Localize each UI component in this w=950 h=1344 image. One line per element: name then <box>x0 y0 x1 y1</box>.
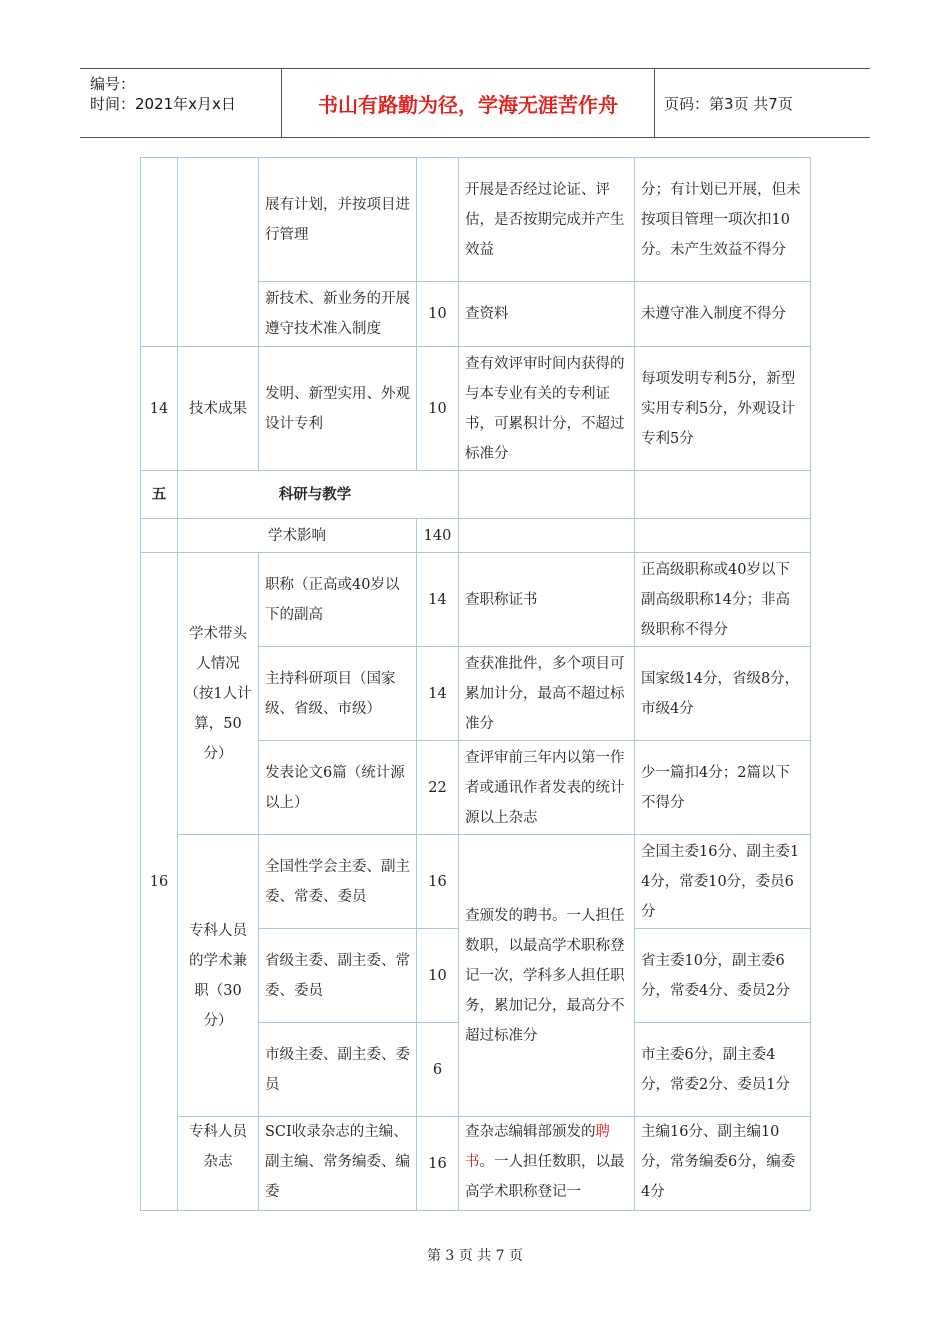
no-cell <box>141 519 178 553</box>
method-cell: 查职称证书 <box>459 553 635 647</box>
section-no: 五 <box>141 471 178 519</box>
method-cell: 查评审前三年内以第一作者或通讯作者发表的统计源以上杂志 <box>459 741 635 835</box>
score-cell: 16 <box>417 1117 459 1211</box>
category-cell: 专科人员杂志 <box>178 1117 259 1211</box>
header-motto-cell <box>282 69 655 137</box>
table-row <box>141 158 811 282</box>
rule-cell: 未遵守准入制度不得分 <box>635 282 811 347</box>
method-text-post: 。一人担任数职，以最高学术职称登记一 <box>465 1154 625 1200</box>
section-row <box>141 471 811 519</box>
score-cell: 10 <box>417 282 459 347</box>
rule-cell: 每项发明专利5分，新型实用专利5分，外观设计专利5分 <box>635 347 811 471</box>
method-cell <box>459 471 635 519</box>
method-text-pre: 查杂志编辑部颁发的 <box>465 1124 596 1140</box>
code-label: 编号： <box>90 75 136 93</box>
rule-cell: 分；有计划已开展，但未按项目管理一项次扣10分。未产生效益不得分 <box>635 158 811 282</box>
item-cell: 新技术、新业务的开展遵守技术准入制度 <box>259 282 417 347</box>
category-cell: 专科人员的学术兼职（30分） <box>178 835 259 1117</box>
score-cell: 16 <box>417 835 459 929</box>
method-cell: 开展是否经过论证、评估，是否按期完成并产生效益 <box>459 158 635 282</box>
method-cell: 查获准批件，多个项目可累加计分，最高不超过标准分 <box>459 647 635 741</box>
table-row <box>141 553 811 647</box>
item-cell: 全国性学会主委、副主委、常委、委员 <box>259 835 417 929</box>
category-cell: 技术成果 <box>178 347 259 471</box>
item-cell: 职称（正高或40岁以下的副高 <box>259 553 417 647</box>
rule-cell: 国家级14分，省级8分，市级4分 <box>635 647 811 741</box>
subsection-row <box>141 519 811 553</box>
no-cell <box>141 158 178 347</box>
method-cell: 查颁发的聘书。一人担任数职，以最高学术职称登记一次，学科多人担任职务，累加记分，最高分不超过标准分 <box>459 835 635 1117</box>
motto: 书山有路勤为径，学海无涯苦作舟 <box>318 92 618 117</box>
score-cell <box>417 158 459 282</box>
score-cell: 22 <box>417 741 459 835</box>
item-cell: 省级主委、副主委、常委、委员 <box>259 929 417 1023</box>
rule-cell: 市主委6分，副主委4分，常委2分、委员1分 <box>635 1023 811 1117</box>
score-cell: 6 <box>417 1023 459 1117</box>
item-cell: 发表论文6篇（统计源以上） <box>259 741 417 835</box>
table-row <box>141 835 811 929</box>
method-text-highlight: 聘书 <box>465 1124 610 1170</box>
header-page-cell <box>655 69 870 137</box>
category-cell: 学术带头人情况（按1人计算，50分） <box>178 553 259 835</box>
category-cell <box>178 158 259 347</box>
rule-cell: 主编16分、副主编10分，常务编委6分，编委4分 <box>635 1117 811 1211</box>
section-title: 科研与教学 <box>278 486 352 503</box>
method-cell: 查资料 <box>459 282 635 347</box>
subsection-title: 学术影响 <box>178 519 417 553</box>
rule-cell: 少一篇扣4分；2篇以下不得分 <box>635 741 811 835</box>
rule-cell: 全国主委16分、副主委14分，常委10分，委员6分 <box>635 835 811 929</box>
scoring-table <box>140 157 811 1211</box>
page-footer: 第 3 页 共 7 页 <box>426 1248 524 1264</box>
method-cell <box>459 1117 635 1211</box>
header-meta <box>80 69 282 137</box>
time-label: 时间：2021年x月x日 <box>90 95 236 113</box>
no-cell: 16 <box>141 553 178 1211</box>
method-cell: 查有效评审时间内获得的与本专业有关的专利证书，可累积计分，不超过标准分 <box>459 347 635 471</box>
score-cell: 140 <box>417 519 459 553</box>
item-cell: 展有计划，并按项目进行管理 <box>259 158 417 282</box>
table-row <box>141 1117 811 1211</box>
score-cell: 14 <box>417 647 459 741</box>
rule-cell: 省主委10分，副主委6分，常委4分、委员2分 <box>635 929 811 1023</box>
score-cell: 10 <box>417 929 459 1023</box>
item-cell: 主持科研项目（国家级、省级、市级） <box>259 647 417 741</box>
item-cell: SCI收录杂志的主编、副主编、常务编委、编委 <box>259 1117 417 1211</box>
page-label: 页码：第3页 共7页 <box>664 94 793 113</box>
method-cell <box>459 519 635 553</box>
section-title-cell <box>178 471 459 519</box>
score-cell: 10 <box>417 347 459 471</box>
item-cell: 市级主委、副主委、委员 <box>259 1023 417 1117</box>
rule-cell: 正高级职称或40岁以下副高级职称14分；非高级职称不得分 <box>635 553 811 647</box>
rule-cell <box>635 519 811 553</box>
rule-cell <box>635 471 811 519</box>
item-cell: 发明、新型实用、外观设计专利 <box>259 347 417 471</box>
no-cell: 14 <box>141 347 178 471</box>
score-cell: 14 <box>417 553 459 647</box>
table-row <box>141 347 811 471</box>
page-header <box>80 68 870 138</box>
